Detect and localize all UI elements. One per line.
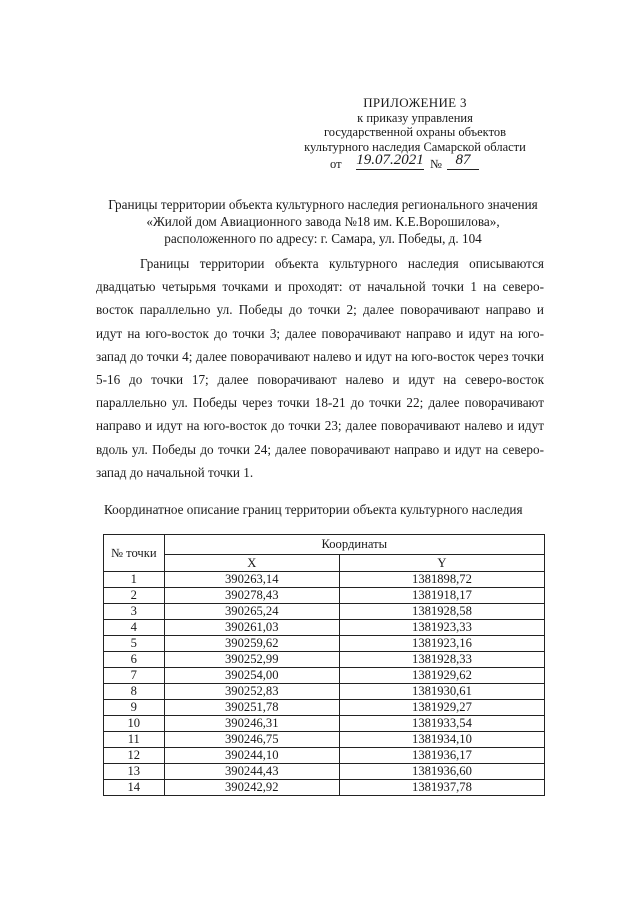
x-coordinate-cell: 390278,43: [164, 588, 339, 604]
order-date-line: [290, 152, 540, 173]
y-coordinate-cell: 1381928,58: [339, 604, 544, 620]
point-number-cell: 9: [104, 700, 165, 716]
table-row: [104, 636, 545, 652]
y-coordinate-cell: 1381930,61: [339, 684, 544, 700]
point-number-cell: 1: [104, 572, 165, 588]
table-row: [104, 732, 545, 748]
document-title: [98, 196, 548, 247]
table-row: [104, 780, 545, 796]
point-number-cell: 13: [104, 764, 165, 780]
order-number: 87: [447, 152, 479, 170]
table-row: [104, 652, 545, 668]
y-coordinate-cell: 1381929,27: [339, 700, 544, 716]
point-number-cell: 7: [104, 668, 165, 684]
point-number-cell: 14: [104, 780, 165, 796]
x-coordinate-cell: 390246,75: [164, 732, 339, 748]
table-row: [104, 620, 545, 636]
x-coordinate-cell: 390254,00: [164, 668, 339, 684]
x-coordinate-cell: 390261,03: [164, 620, 339, 636]
x-coordinate-cell: 390251,78: [164, 700, 339, 716]
point-number-cell: 3: [104, 604, 165, 620]
y-coordinate-cell: 1381923,33: [339, 620, 544, 636]
table-caption: Координатное описание границ территории объекта культурного наследия: [104, 502, 523, 517]
table-row: [104, 764, 545, 780]
x-coordinate-cell: 390246,31: [164, 716, 339, 732]
boundary-description: Границы территории объекта культурного наследия описываются двадцатью четырьмя точками и проходят: от начальной точки 1 на северо-восток параллельно ул. Победы до точки 2; далее поворачивают направо и идут на юго-восток до точки 3; далее поворачивают направо и идут на юго-запад до точки 4; далее поворачивают налево и идут на юго-восток через точки 5-16 до точки 17; далее поворачивают налево и идут на северо-восток параллельно ул. Победы через точки 18-21 до точки 22; далее поворачивают направо и идут на юго-восток до точки 23; далее поворачивают налево и идут вдоль ул. Победы до точки 24; далее поворачивают направо и идут на северо-запад до начальной точки 1.: [96, 256, 544, 480]
y-coordinate-cell: 1381933,54: [339, 716, 544, 732]
x-coordinate-cell: 390259,62: [164, 636, 339, 652]
x-coordinate-cell: 390252,83: [164, 684, 339, 700]
coordinates-header: Координаты: [164, 535, 544, 555]
y-coordinate-cell: 1381923,16: [339, 636, 544, 652]
point-number-header: № точки: [104, 535, 165, 572]
y-coordinate-cell: 1381898,72: [339, 572, 544, 588]
order-line-1: к приказу управления: [357, 110, 473, 125]
y-coordinate-cell: 1381928,33: [339, 652, 544, 668]
point-number-cell: 8: [104, 684, 165, 700]
y-coordinate-cell: 1381936,17: [339, 748, 544, 764]
y-coordinate-cell: 1381918,17: [339, 588, 544, 604]
x-coordinate-cell: 390252,99: [164, 652, 339, 668]
y-header: Y: [339, 555, 544, 572]
appendix-title: ПРИЛОЖЕНИЕ 3: [363, 95, 467, 110]
point-number-cell: 12: [104, 748, 165, 764]
x-coordinate-cell: 390244,10: [164, 748, 339, 764]
table-row: [104, 588, 545, 604]
y-coordinate-cell: 1381929,62: [339, 668, 544, 684]
table-row: [104, 604, 545, 620]
table-row: [104, 668, 545, 684]
title-line-1: Границы территории объекта культурного наследия регионального значения: [108, 197, 538, 212]
point-number-cell: 2: [104, 588, 165, 604]
x-coordinate-cell: 390244,43: [164, 764, 339, 780]
point-number-cell: 5: [104, 636, 165, 652]
coordinates-body: [104, 572, 545, 796]
order-date: 19.07.2021: [356, 152, 424, 168]
table-row: [104, 684, 545, 700]
table-row: [104, 700, 545, 716]
order-line-2: государственной охраны объектов: [323, 125, 507, 139]
y-coordinate-cell: 1381934,10: [339, 732, 544, 748]
y-coordinate-cell: 1381937,78: [339, 780, 544, 796]
x-coordinate-cell: 390242,92: [164, 780, 339, 796]
title-line-2: «Жилой дом Авиационного завода №18 им. К.Е.Ворошилова»,: [146, 214, 500, 229]
table-row: [104, 748, 545, 764]
number-prefix: №: [430, 157, 442, 171]
date-prefix: от: [330, 157, 342, 171]
point-number-cell: 6: [104, 652, 165, 668]
coordinates-table: [103, 534, 545, 796]
x-coordinate-cell: 390265,24: [164, 604, 339, 620]
order-line-3: культурного наследия Самарской области: [304, 139, 526, 154]
point-number-cell: 4: [104, 620, 165, 636]
table-row: [104, 716, 545, 732]
title-line-3: расположенного по адресу: г. Самара, ул. Победы, д. 104: [164, 231, 482, 246]
point-number-cell: 10: [104, 716, 165, 732]
y-coordinate-cell: 1381936,60: [339, 764, 544, 780]
appendix-header: [290, 96, 540, 173]
x-coordinate-cell: 390263,14: [164, 572, 339, 588]
table-row: [104, 572, 545, 588]
point-number-cell: 11: [104, 732, 165, 748]
x-header: X: [164, 555, 339, 572]
